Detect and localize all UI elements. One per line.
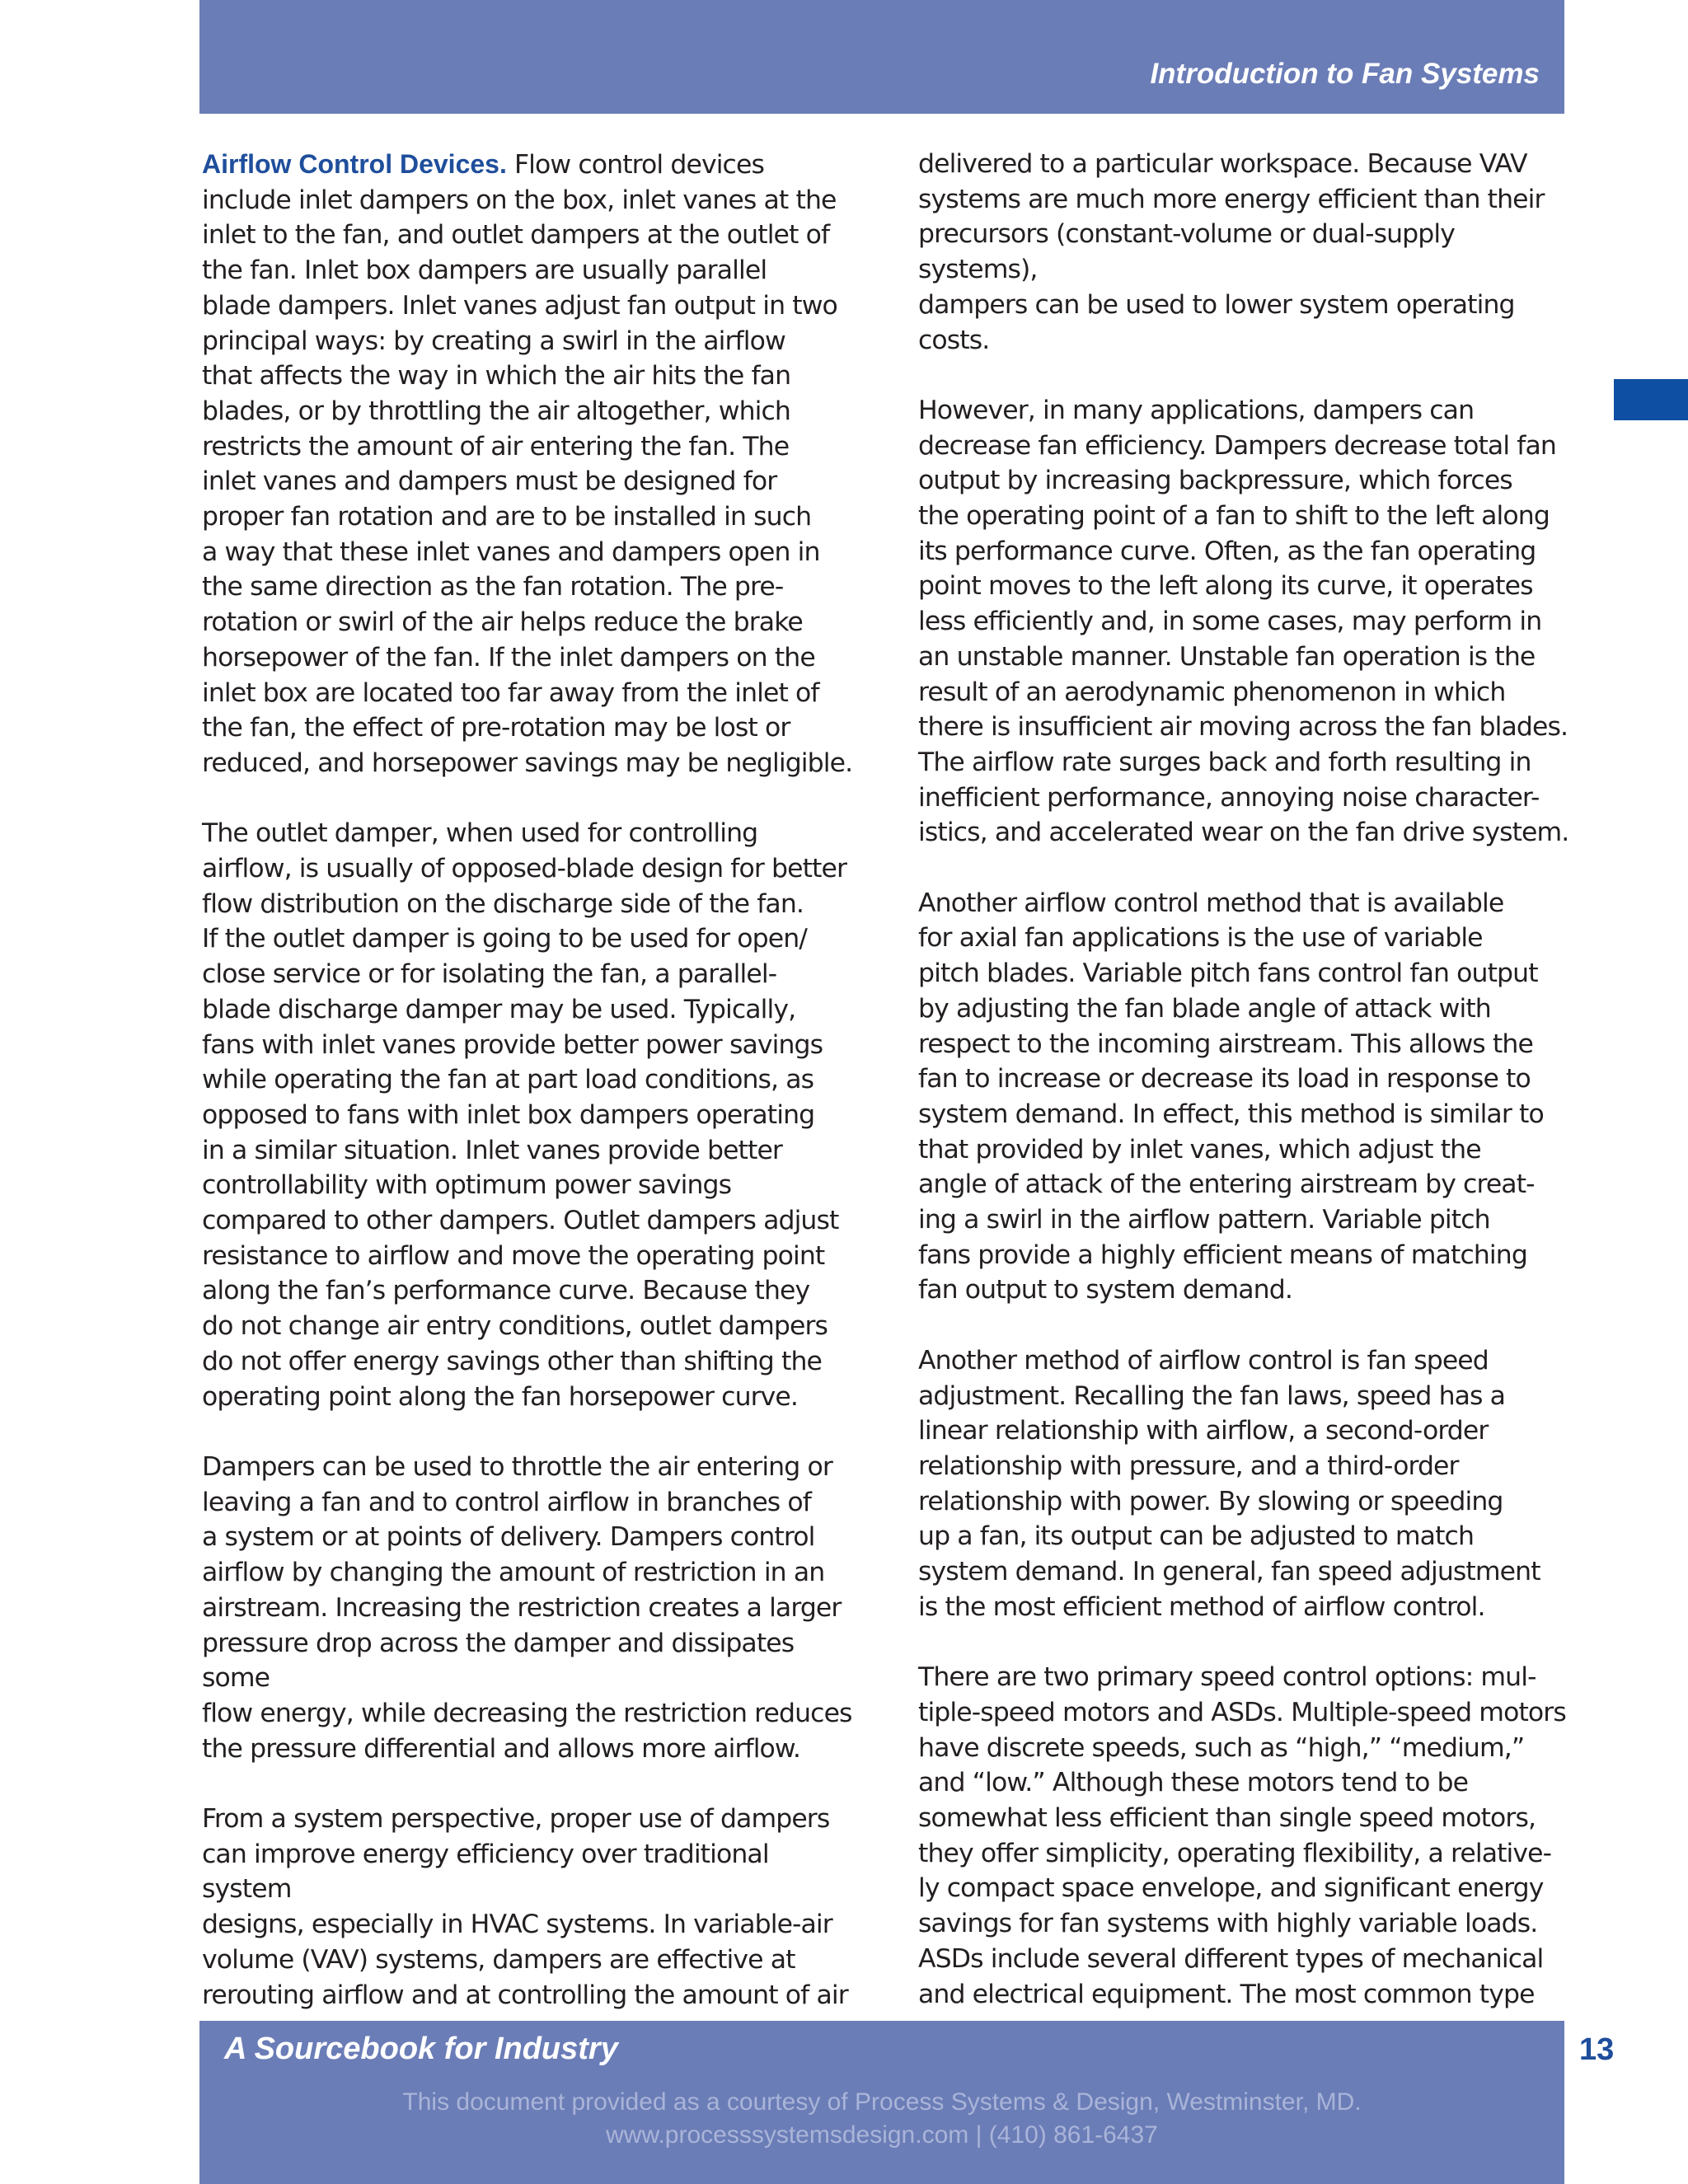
left-column bbox=[202, 147, 853, 2048]
section-heading: Airflow Control Devices. bbox=[202, 149, 507, 179]
page-number: 13 bbox=[1579, 2032, 1615, 2067]
paragraph-variable-pitch: Another airflow control method that is available for axial fan applications is the use of variable pitch blades. Variable pitch fans control fan output by adjusting the fan blade angle of attack with respect to the incoming airstream. This allows the fan to increase or decrease its load in response to system demand. In effect, this method is similar to that provided by inlet vanes, which adjust the angle of attack of the entering airstream by creat- ing a swirl in the airflow pattern. Variable pitch fans provide a highly efficient means of matching fan output to system demand. bbox=[918, 888, 1544, 1305]
paragraph-airflow-control-devices bbox=[202, 147, 853, 781]
contact-line: www.processsystemsdesign.com | (410) 861-6437 bbox=[606, 2121, 1158, 2149]
paragraph-fan-speed: Another method of airflow control is fan speed adjustment. Recalling the fan laws, speed has a linear relationship with airflow, a second-order relationship with pressure, and a third-order relationship with power. By slowing or speeding up a fan, its output can be adjusted to match system demand. In general, fan speed adjustment is the most efficient method of airflow control. bbox=[918, 1345, 1540, 1622]
paragraph-text: Flow control devices include inlet dampers on the box, inlet vanes at the inlet to the fan, and outlet dampers at the outlet of the fan. Inlet box dampers are usually parallel blade dampers. Inlet vanes adjust fan output in two principal ways: by creating a swirl in the airflow that affects the way in which the air hits the fan blades, or by throttling the air altogether, which restricts the amount of air entering the fan. The inlet vanes and dampers must be designed for proper fan rotation and are to be installed in such a way that these inlet vanes and dampers open in the same direction as the fan rotation. The pre- rotation or swirl of the air helps reduce the brake horsepower of the fan. If the inlet dampers on the inlet box are located too far away from the inlet of the fan, the effect of pre-rotation may be lost or reduced, and horsepower savings may be negligible. bbox=[202, 150, 853, 778]
right-column bbox=[918, 147, 1569, 2047]
chapter-tab-marker bbox=[1614, 379, 1688, 420]
paragraph-speed-control-options: There are two primary speed control options: mul- tiple-speed motors and ASDs. Multiple-speed motors have discrete speeds, such as “high,” “medium,” and “low.” Although these motors tend to be somewhat less efficient than single speed motors, they offer simplicity, operating flexibility, a relative- ly compact space envelope, and significant energy savings for fan systems with highly variable loads. ASDs include several different types of mechanical and electrical equipment. The most common type bbox=[918, 1662, 1566, 2009]
paragraph-dampers-efficiency: However, in many applications, dampers can decrease fan efficiency. Dampers decrease total fan output by increasing backpressure, which forces the operating point of a fan to shift to the left along its performance curve. Often, as the fan operating point moves to the left along its curve, it operates less efficiently and, in some cases, may perform in an unstable manner. Unstable fan operation is the result of an aerodynamic phenomenon in which there is insufficient air moving across the fan blades. The airflow rate surges back and forth resulting in inefficient performance, annoying noise character- istics, and accelerated wear on the fan drive system. bbox=[918, 395, 1569, 848]
paragraph-dampers-throttle: Dampers can be used to throttle the air entering or leaving a fan and to control airflow in branches of a system or at points of delivery. Dampers control airflow by changing the amount of restriction in an airstream. Increasing the restriction creates a larger pressure drop across the damper and dissipates some flow energy, while decreasing the restriction reduces the pressure differential and allows more airflow. bbox=[202, 1451, 852, 1764]
book-title: A Sourcebook for Industry bbox=[224, 2032, 618, 2066]
section-title: Introduction to Fan Systems bbox=[1150, 58, 1540, 90]
footer-band bbox=[199, 2021, 1564, 2184]
courtesy-notice: This document provided as a courtesy of Process Systems & Design, Westminster, MD. bbox=[402, 2088, 1362, 2116]
paragraph-system-perspective: From a system perspective, proper use of dampers can improve energy efficiency over traditional system designs, especially in HVAC systems. In variable-air volume (VAV) systems, dampers are effective at rerouting airflow and at controlling the amount of air bbox=[202, 1804, 848, 2010]
paragraph-outlet-damper: The outlet damper, when used for controlling airflow, is usually of opposed-blade design for better flow distribution on the discharge side of the fan. If the outlet damper is going to be used for open/ close service or for isolating the fan, a parallel- blade discharge damper may be used. Typically, fans with inlet vanes provide better power savings while operating the fan at part load conditions, as opposed to fans with inlet box dampers operating in a similar situation. Inlet vanes provide better controllability with optimum power savings compared to other dampers. Outlet dampers adjust resistance to airflow and move the operating point along the fan’s performance curve. Because they do not change air entry conditions, outlet dampers do not offer energy savings other than shifting the operating point along the fan horsepower curve. bbox=[202, 818, 847, 1412]
paragraph-vav-continued: delivered to a particular workspace. Because VAV systems are much more energy efficient than their precursors (constant-volume or dual-supply systems), dampers can be used to lower system operating costs. bbox=[918, 149, 1545, 355]
header-band bbox=[199, 0, 1564, 114]
